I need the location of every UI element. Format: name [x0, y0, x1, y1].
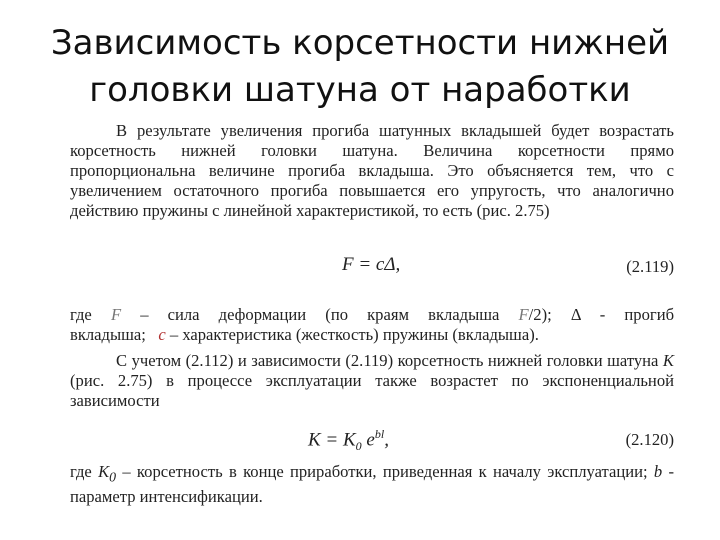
symbol-c: c	[158, 325, 166, 344]
symbol-K0-sub: 0	[109, 469, 117, 485]
force-description: – сила деформации (по краям вкладыша	[140, 305, 500, 324]
equation-2-119	[70, 254, 674, 280]
symbol-F: F	[110, 305, 122, 324]
symbol-delta: Δ	[570, 305, 581, 324]
bearing-word: вкладыша;	[70, 325, 146, 344]
legend-where-1	[70, 305, 674, 345]
word-where: где	[70, 305, 92, 324]
paragraph-exp-text-1: С учетом (2.112) и зависимости (2.119) корсетность нижней головки шатуна	[116, 351, 659, 370]
equation-2-120	[70, 427, 674, 453]
word-where: где	[70, 462, 92, 481]
equation-formula	[308, 427, 389, 454]
half-fraction: /2);	[528, 305, 552, 324]
stiffness-description: – характеристика (жесткость) пружины (вкладыша).	[169, 325, 539, 344]
eq-lhs: K = K	[308, 429, 356, 451]
equation-formula: F = cΔ,	[342, 254, 401, 275]
paragraph-intro-text: В результате увеличения прогиба шатунных вкладышей будет возрастать корсетность нижней головки шатуна. Величина корсетности прямо пропорциональна величине прогиба вкладыша. Это объясняется тем, что с увеличением остаточного прогиба повышается его упругость, что аналогично действию пружины с линейной характеристикой, то есть (рис. 2.75)	[70, 121, 674, 220]
paragraph-exp-dependence	[70, 351, 674, 411]
symbol-K0-base: K	[98, 462, 110, 481]
equation-number: (2.120)	[625, 430, 674, 449]
eq-exponent: bl	[374, 427, 385, 441]
deflection-description: - прогиб	[599, 305, 675, 324]
slide-title: Зависимость корсетности нижней головки шатуна от наработки	[50, 23, 670, 110]
legend-where-2	[70, 462, 674, 507]
legend-line-1	[70, 305, 674, 325]
eq-exp-base: e	[361, 429, 375, 451]
eq-comma: ,	[384, 429, 389, 451]
symbol-K: K	[662, 351, 674, 370]
symbol-K0	[98, 462, 117, 485]
paragraph-intro	[70, 121, 674, 221]
K0-description: – корсетность в конце приработки, приведенная к началу эксплуатации;	[122, 462, 648, 481]
symbol-b: b	[653, 462, 663, 481]
eq-sub: 0	[355, 439, 362, 454]
paragraph-exp-text-2: (рис. 2.75) в процессе эксплуатации также возрастет по экспоненциальной зависимости	[70, 371, 674, 410]
symbol-F-half: F	[518, 305, 529, 324]
equation-number: (2.119)	[626, 257, 674, 276]
legend-line-2	[70, 325, 674, 345]
b-description: - параметр интенсификации.	[70, 462, 675, 507]
